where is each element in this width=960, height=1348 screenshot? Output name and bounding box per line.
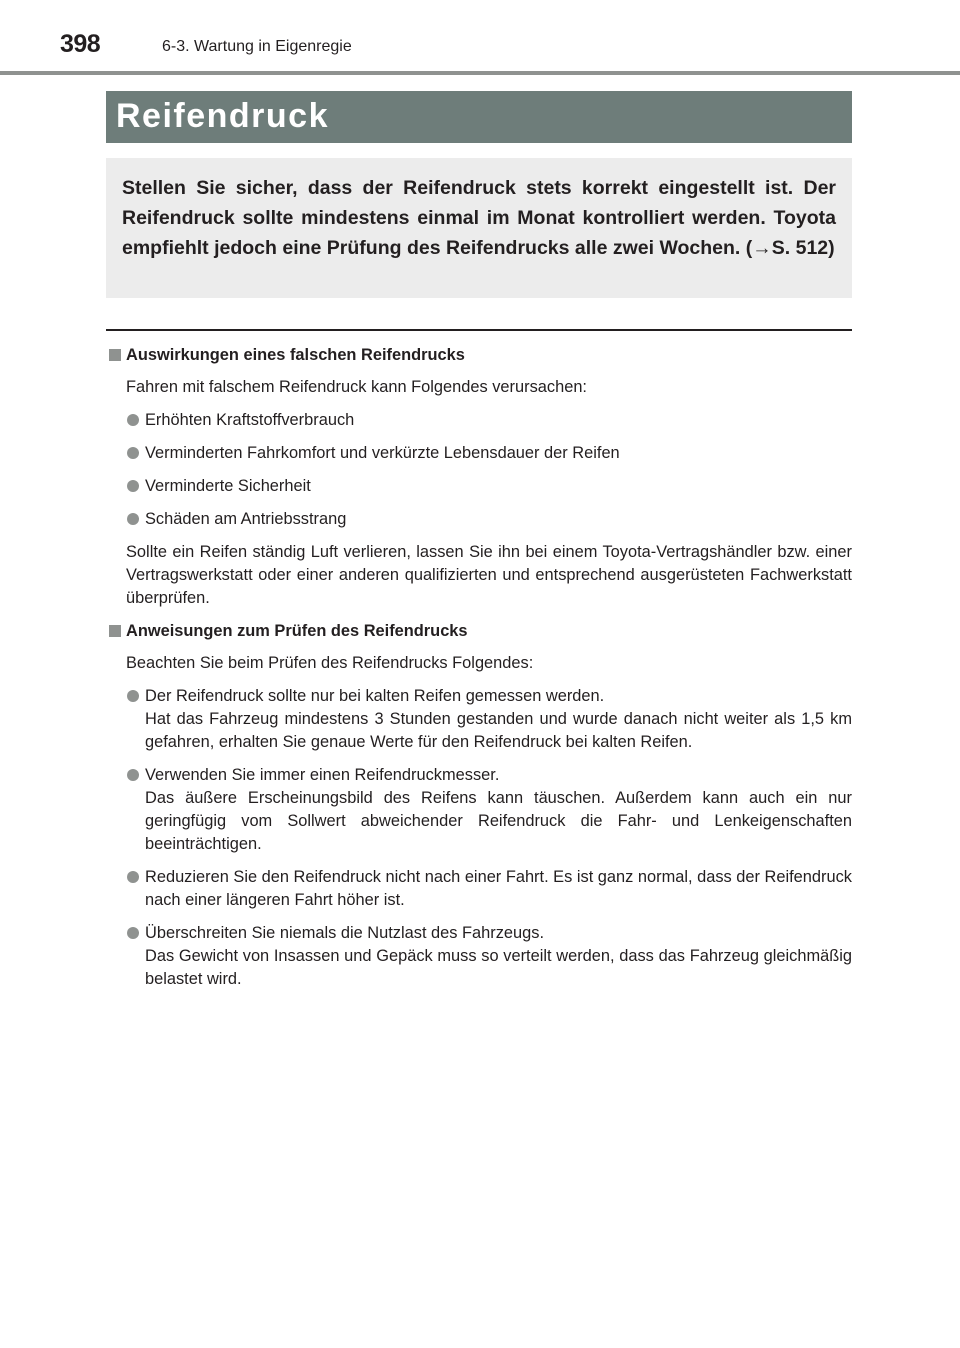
list-item-text: Verminderte Sicherheit [145, 477, 311, 495]
section-heading-text: Anweisungen zum Prüfen des Reifendrucks [126, 622, 468, 640]
section-heading [106, 344, 852, 367]
circle-bullet-icon [127, 447, 139, 459]
list-item [106, 508, 852, 531]
section-label: 6-3. Wartung in Eigenregie [162, 38, 352, 55]
square-bullet-icon [109, 349, 121, 361]
section-divider [106, 329, 852, 331]
square-bullet-icon [109, 625, 121, 637]
circle-bullet-icon [127, 480, 139, 492]
section-closing: Sollte ein Reifen ständig Luft verlieren, lassen Sie ihn bei einem Toyota-Vertragshändler bzw. einer Vertragswerkstatt oder einer anderen qualifizierten und entsprechend ausgerüsteten Fachwerkstatt überprüfen. [126, 543, 852, 607]
section-effects [106, 344, 852, 610]
title-bar [106, 91, 852, 143]
list-item [106, 922, 852, 991]
circle-bullet-icon [127, 414, 139, 426]
list-item [106, 866, 852, 912]
list-item-detail: Das äußere Erscheinungsbild des Reifens kann täuschen. Außerdem kann auch ein nur geringfügig vom Sollwert abweichender Reifendruck die Fahr- und Lenkeigenschaften beeinträchtigen. [145, 789, 852, 853]
page-title: Reifendruck [116, 97, 329, 135]
list-item [106, 442, 852, 465]
list-item-text: Verminderten Fahrkomfort und verkürzte Lebensdauer der Reifen [145, 444, 620, 462]
page-number: 398 [60, 30, 101, 58]
section-heading [106, 620, 852, 643]
list-item [106, 409, 852, 432]
section-lead: Beachten Sie beim Prüfen des Reifendrucks Folgendes: [126, 654, 534, 672]
list-item [106, 685, 852, 754]
circle-bullet-icon [127, 513, 139, 525]
circle-bullet-icon [127, 927, 139, 939]
list-item-text: Erhöhten Kraftstoffverbrauch [145, 411, 355, 429]
list-item [106, 764, 852, 856]
section-heading-text: Auswirkungen eines falschen Reifendrucks [126, 346, 465, 364]
list-item-detail: Hat das Fahrzeug mindestens 3 Stunden gestanden und wurde danach nicht weiter als 1,5 km gefahren, erhalten Sie genaue Werte für den Reifendruck bei kalten Reifen. [145, 710, 852, 751]
circle-bullet-icon [127, 769, 139, 781]
list-item [106, 475, 852, 498]
list-item-text: Verwenden Sie immer einen Reifendruckmesser. [145, 766, 500, 784]
section-lead: Fahren mit falschem Reifendruck kann Folgendes verursachen: [126, 378, 587, 396]
section-instructions [106, 620, 852, 991]
content-body [106, 344, 852, 1001]
intro-box [106, 158, 852, 298]
list-item-text: Schäden am Antriebsstrang [145, 510, 347, 528]
list-item-detail: Das Gewicht von Insassen und Gepäck muss so verteilt werden, dass das Fahrzeug gleichmäßig belastet wird. [145, 947, 852, 988]
intro-text: Stellen Sie sicher, dass der Reifendruck stets korrekt eingestellt ist. Der Reifendruck sollte mindestens einmal im Monat kontrolliert werden. Toyota empfiehlt jedoch eine Prüfung des Reifendrucks alle zwei Wochen. (→S. 512) [122, 177, 836, 259]
list-item-text: Der Reifendruck sollte nur bei kalten Reifen gemessen werden. [145, 687, 605, 705]
list-item-text: Reduzieren Sie den Reifendruck nicht nach einer Fahrt. Es ist ganz normal, dass der Reifendruck nach einer längeren Fahrt höher ist. [145, 868, 852, 909]
page-header [0, 0, 960, 78]
circle-bullet-icon [127, 690, 139, 702]
list-item-text: Überschreiten Sie niemals die Nutzlast des Fahrzeugs. [145, 924, 545, 942]
circle-bullet-icon [127, 871, 139, 883]
header-rule [0, 71, 960, 75]
